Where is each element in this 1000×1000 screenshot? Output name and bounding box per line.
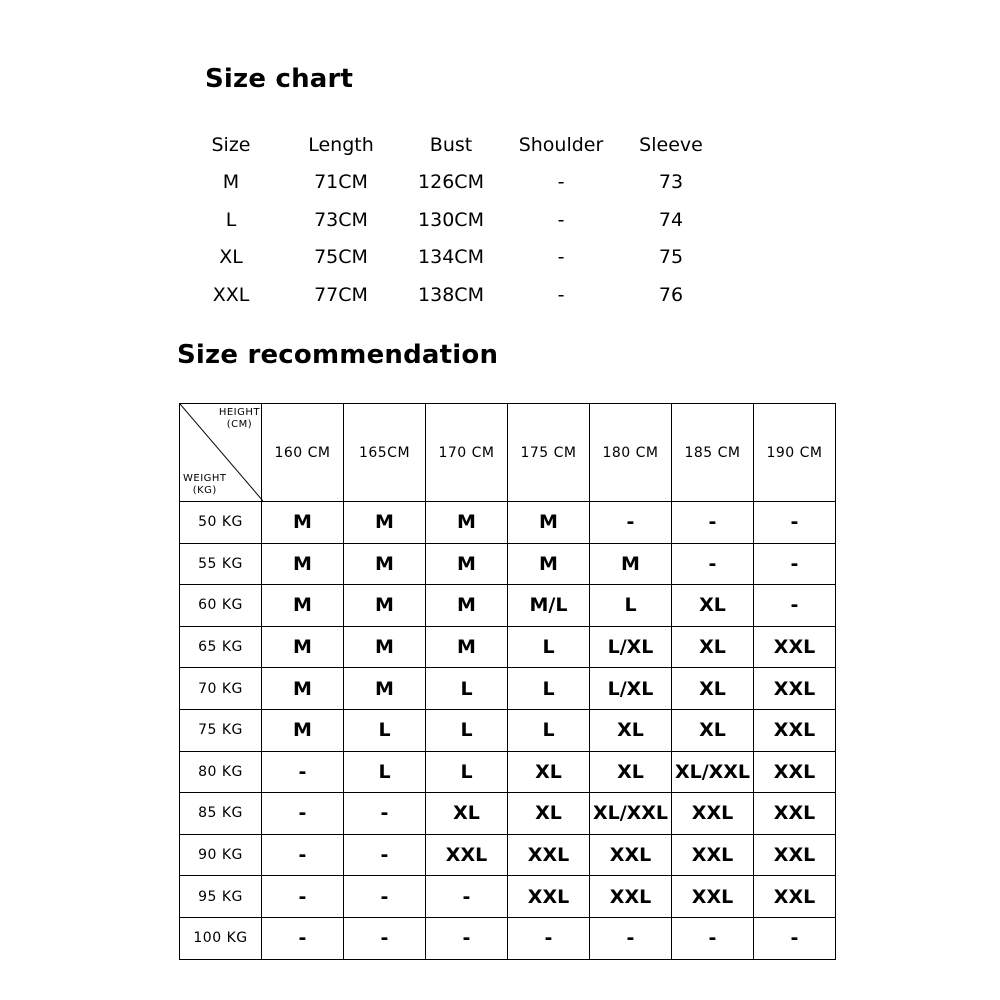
- table-row: [180, 793, 836, 835]
- size-cell: XXL: [754, 626, 836, 668]
- size-cell: -: [754, 917, 836, 959]
- size-cell: XL: [508, 793, 590, 835]
- cell-bust: 130CM: [418, 208, 484, 231]
- size-cell: M: [426, 502, 508, 544]
- weight-label-cell: 75 KG: [180, 709, 262, 751]
- size-cell: -: [672, 502, 754, 544]
- cell-shoulder: -: [557, 246, 565, 269]
- cell-size: M: [222, 171, 240, 194]
- height-unit: (CM): [226, 419, 253, 430]
- table-row: [180, 668, 836, 710]
- height-header: 165CM: [344, 404, 426, 502]
- cell-length: 77CM: [314, 283, 368, 306]
- size-cell: M: [508, 502, 590, 544]
- cell-size: L: [225, 208, 237, 231]
- size-cell: XXL: [590, 876, 672, 918]
- table-row: [180, 626, 836, 668]
- weight-label-cell: 80 KG: [180, 751, 262, 793]
- size-cell: L: [344, 709, 426, 751]
- recommendation-body: [180, 502, 836, 960]
- size-cell: M: [426, 585, 508, 627]
- size-cell: XL: [672, 668, 754, 710]
- size-cell: -: [262, 876, 344, 918]
- table-row: [180, 917, 836, 959]
- size-cell: XXL: [754, 709, 836, 751]
- cell-sleeve: 75: [658, 246, 684, 269]
- height-header: 185 CM: [672, 404, 754, 502]
- size-cell: -: [672, 543, 754, 585]
- table-row: [176, 201, 726, 239]
- size-cell: XL: [672, 709, 754, 751]
- size-cell: L: [590, 585, 672, 627]
- size-cell: -: [344, 876, 426, 918]
- size-cell: M: [262, 585, 344, 627]
- size-cell: M: [344, 543, 426, 585]
- cell-shoulder: -: [557, 208, 565, 231]
- size-cell: -: [426, 876, 508, 918]
- size-cell: M: [344, 585, 426, 627]
- table-row: [180, 709, 836, 751]
- size-cell: M: [508, 543, 590, 585]
- size-cell: -: [754, 543, 836, 585]
- size-cell: XXL: [672, 876, 754, 918]
- recommendation-header-row: [180, 404, 836, 502]
- size-cell: XL: [672, 585, 754, 627]
- cell-sleeve: 74: [658, 208, 684, 231]
- size-cell: M: [344, 626, 426, 668]
- header-sleeve: Sleeve: [639, 133, 703, 156]
- cell-length: 73CM: [314, 208, 368, 231]
- height-axis-label: [219, 407, 260, 431]
- size-cell: -: [262, 751, 344, 793]
- table-row: [180, 876, 836, 918]
- height-header: 180 CM: [590, 404, 672, 502]
- size-cell: M: [426, 543, 508, 585]
- size-cell: L: [508, 709, 590, 751]
- size-cell: XXL: [754, 668, 836, 710]
- cell-bust: 126CM: [418, 171, 484, 194]
- cell-bust: 138CM: [418, 283, 484, 306]
- cell-shoulder: -: [557, 171, 565, 194]
- size-cell: -: [344, 834, 426, 876]
- table-row: [180, 502, 836, 544]
- size-cell: XXL: [508, 834, 590, 876]
- corner-cell: [180, 404, 262, 502]
- weight-label-cell: 65 KG: [180, 626, 262, 668]
- size-cell: XXL: [672, 793, 754, 835]
- size-cell: M: [262, 502, 344, 544]
- size-cell: M: [344, 668, 426, 710]
- size-cell: -: [754, 585, 836, 627]
- weight-label-cell: 70 KG: [180, 668, 262, 710]
- size-chart-header-row: [176, 126, 726, 164]
- table-row: [176, 239, 726, 277]
- size-cell: XL: [508, 751, 590, 793]
- size-cell: -: [262, 917, 344, 959]
- size-cell: L: [508, 668, 590, 710]
- height-label: HEIGHT: [218, 407, 260, 418]
- cell-size: XL: [219, 246, 243, 269]
- size-cell: -: [344, 793, 426, 835]
- size-cell: L: [508, 626, 590, 668]
- height-header: 160 CM: [262, 404, 344, 502]
- size-cell: XL/XXL: [590, 793, 672, 835]
- weight-unit: (KG): [192, 485, 217, 496]
- height-header: 175 CM: [508, 404, 590, 502]
- cell-bust: 134CM: [418, 246, 484, 269]
- table-row: [176, 164, 726, 202]
- weight-label-cell: 90 KG: [180, 834, 262, 876]
- size-cell: XXL: [754, 751, 836, 793]
- size-cell: L: [426, 709, 508, 751]
- cell-shoulder: -: [557, 283, 565, 306]
- size-cell: XXL: [508, 876, 590, 918]
- size-cell: XXL: [672, 834, 754, 876]
- size-cell: L: [426, 668, 508, 710]
- size-cell: XL: [426, 793, 508, 835]
- size-cell: L/XL: [590, 626, 672, 668]
- size-cell: -: [344, 917, 426, 959]
- header-size: Size: [211, 133, 251, 156]
- size-cell: M: [344, 502, 426, 544]
- size-cell: -: [590, 917, 672, 959]
- size-cell: M: [262, 626, 344, 668]
- size-cell: L: [344, 751, 426, 793]
- cell-length: 75CM: [314, 246, 368, 269]
- cell-sleeve: 76: [658, 283, 684, 306]
- size-cell: -: [262, 834, 344, 876]
- cell-size: XXL: [212, 283, 250, 306]
- size-cell: M: [262, 668, 344, 710]
- size-cell: -: [426, 917, 508, 959]
- size-cell: -: [672, 917, 754, 959]
- height-header: 190 CM: [754, 404, 836, 502]
- size-cell: XL/XXL: [672, 751, 754, 793]
- cell-length: 71CM: [314, 171, 368, 194]
- size-cell: L: [426, 751, 508, 793]
- size-cell: -: [590, 502, 672, 544]
- size-cell: -: [262, 793, 344, 835]
- header-shoulder: Shoulder: [518, 133, 604, 156]
- header-bust: Bust: [429, 133, 473, 156]
- size-chart-title: Size chart: [205, 64, 354, 94]
- size-cell: M/L: [508, 585, 590, 627]
- size-cell: M: [426, 626, 508, 668]
- size-recommendation-table: [179, 403, 836, 960]
- size-chart-table: [176, 126, 726, 314]
- size-recommendation-title: Size recommendation: [177, 340, 499, 370]
- size-cell: XXL: [754, 793, 836, 835]
- weight-label-cell: 60 KG: [180, 585, 262, 627]
- table-row: [176, 276, 726, 314]
- table-row: [180, 751, 836, 793]
- size-cell: L/XL: [590, 668, 672, 710]
- weight-label-cell: 100 KG: [180, 917, 262, 959]
- size-cell: -: [508, 917, 590, 959]
- size-cell: XXL: [754, 876, 836, 918]
- table-row: [180, 543, 836, 585]
- weight-label-cell: 85 KG: [180, 793, 262, 835]
- height-header: 170 CM: [426, 404, 508, 502]
- weight-label-cell: 50 KG: [180, 502, 262, 544]
- header-length: Length: [308, 133, 374, 156]
- size-cell: M: [262, 709, 344, 751]
- table-row: [180, 585, 836, 627]
- size-cell: XL: [590, 709, 672, 751]
- weight-axis-label: [183, 473, 227, 497]
- size-cell: -: [754, 502, 836, 544]
- size-cell: XXL: [754, 834, 836, 876]
- size-cell: XXL: [426, 834, 508, 876]
- weight-label: WEIGHT: [183, 473, 227, 484]
- size-cell: M: [590, 543, 672, 585]
- weight-label-cell: 95 KG: [180, 876, 262, 918]
- size-cell: XL: [672, 626, 754, 668]
- size-cell: XXL: [590, 834, 672, 876]
- cell-sleeve: 73: [658, 171, 684, 194]
- table-row: [180, 834, 836, 876]
- weight-label-cell: 55 KG: [180, 543, 262, 585]
- size-cell: XL: [590, 751, 672, 793]
- size-cell: M: [262, 543, 344, 585]
